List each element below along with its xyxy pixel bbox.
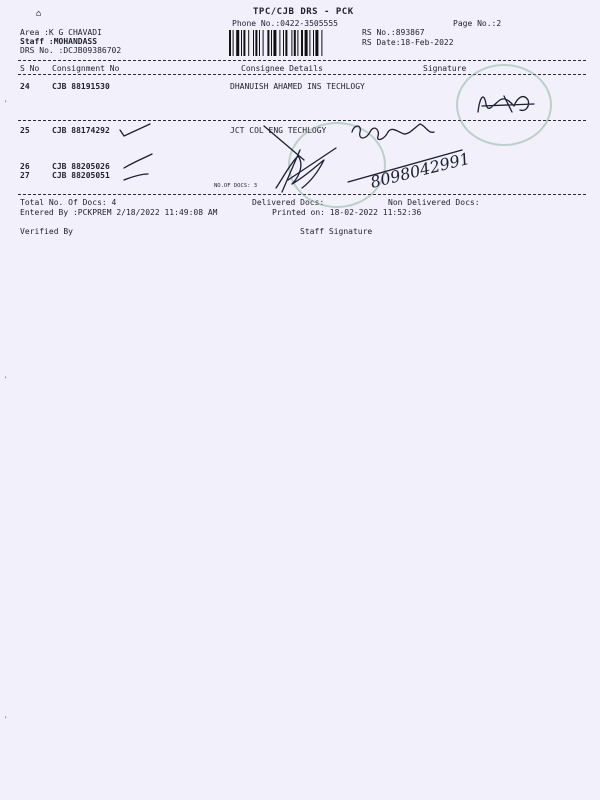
row-26-sno: 26 — [20, 162, 30, 171]
row-26-consignment: CJB 88205026 — [52, 162, 110, 171]
col-consignment: Consignment No — [52, 64, 120, 73]
tick-row-25 — [120, 124, 150, 136]
entered-by: Entered By :PCKPREM 2/18/2022 11:49:08 AM — [20, 208, 218, 217]
printed-on: Printed on: 18-02-2022 11:52:36 — [272, 208, 422, 217]
scan-mark: ⌂ — [36, 9, 42, 19]
margin-mark-1: ' — [4, 100, 8, 107]
col-signature: Signature — [423, 64, 467, 73]
row-25-sno: 25 — [20, 126, 30, 135]
divider-top — [18, 60, 586, 61]
scribble-rows-26-27 — [124, 154, 152, 180]
col-sno: S No — [20, 64, 40, 73]
verified-by: Verified By — [20, 227, 73, 236]
row-24-consignee: DHANUISH AHAMED INS TECHLOGY — [230, 82, 365, 91]
row-24-consignment: CJB 88191530 — [52, 82, 110, 91]
document-title: TPC/CJB DRS - PCK — [253, 7, 354, 17]
stamp-center — [288, 122, 386, 208]
page-number: Page No.:2 — [453, 19, 502, 28]
drs-number: DRS No. :DCJB09386702 — [20, 46, 122, 55]
row-27-consignment: CJB 88205051 — [52, 171, 110, 180]
margin-mark-2: ' — [4, 376, 8, 383]
delivered-docs: Delivered Docs: — [252, 198, 325, 207]
barcode — [229, 30, 353, 56]
phone-number: Phone No.:0422-3505555 — [232, 19, 338, 28]
no-of-docs: NO.OF DOCS: 3 — [214, 183, 258, 189]
staff-label: Staff :MOHANDASS — [20, 37, 98, 46]
stamp-right — [456, 64, 552, 146]
row-25-consignee: JCT COL ENG TECHLOGY — [230, 126, 327, 135]
col-consignee: Consignee Details — [241, 64, 323, 73]
rs-date: RS Date:18-Feb-2022 — [362, 38, 454, 47]
rs-number: RS No.:893867 — [362, 28, 425, 37]
row-25-consignment: CJB 88174292 — [52, 126, 110, 135]
staff-signature-label: Staff Signature — [300, 227, 373, 236]
row-24-sno: 24 — [20, 82, 30, 91]
total-docs: Total No. Of Docs: 4 — [20, 198, 117, 207]
non-delivered-docs: Non Delivered Docs: — [388, 198, 480, 207]
margin-mark-3: ' — [4, 716, 8, 723]
handwritten-phone-number: 8098042991 — [368, 148, 472, 192]
row-27-sno: 27 — [20, 171, 30, 180]
area-label: Area :K G CHAVADI — [20, 28, 102, 37]
